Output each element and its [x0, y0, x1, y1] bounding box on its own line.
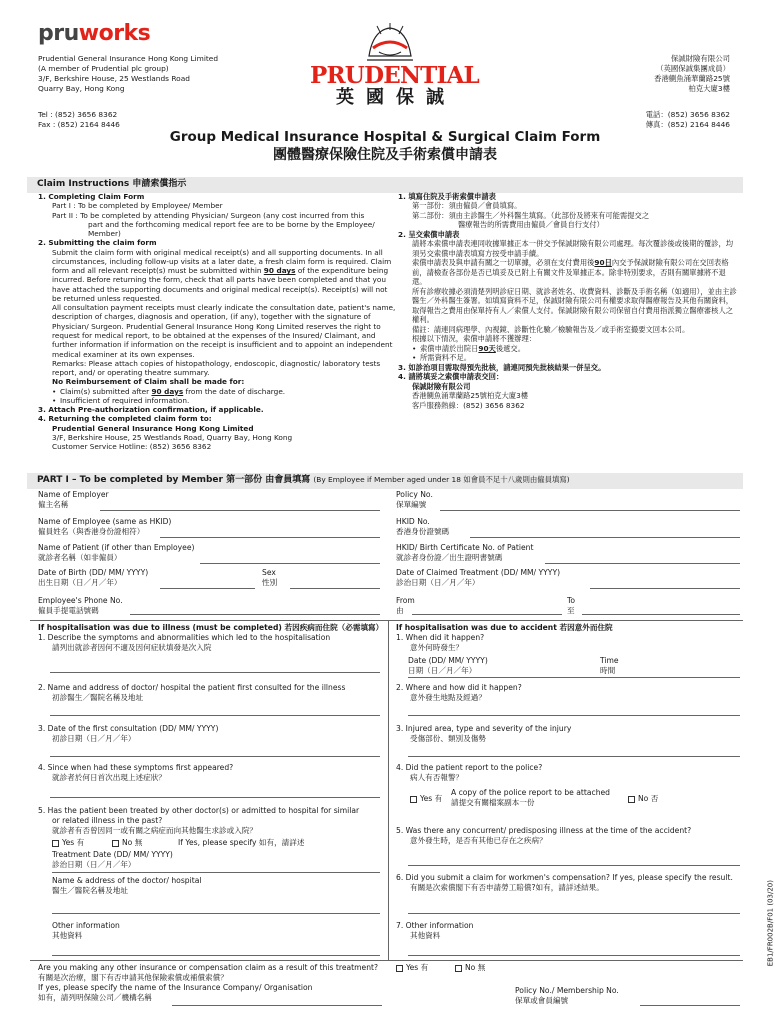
accident-date-field[interactable]	[408, 677, 740, 678]
accident-police-copy: A copy of the police report to be attached 請提交有關檔案副本一份	[451, 788, 611, 807]
employer-name-label: Name of Employer 僱主名稱	[38, 490, 109, 509]
illness-q2: 2. Name and address of doctor/ hospital the patient first consulted for the illness 初診醫生／醫院名稱及地址	[38, 683, 346, 702]
hkid-label: HKID No. 香港身份證號碼	[396, 517, 450, 536]
illness-q4-field[interactable]	[50, 797, 380, 798]
accident-q4: 4. Did the patient report to the police? 病人有否報警？	[396, 763, 543, 782]
accident-time-label: Time 時間	[600, 656, 619, 675]
illness-q1-field[interactable]	[50, 672, 380, 673]
checkbox-icon[interactable]	[410, 796, 417, 803]
other-insurance-no[interactable]: No 無	[455, 963, 485, 973]
column-divider	[388, 620, 389, 960]
accident-header: If hospitalisation was due to accident 若因意外而住院	[396, 623, 613, 632]
company-address-en: Prudential General Insurance Hong Kong Limited (A member of Prudential plc group) 3/F, Berkshire House, 25 Westlands Road Quarry Bay, Hong Kong	[38, 54, 219, 93]
other-insurance-company-field[interactable]	[172, 1005, 382, 1006]
from-label: From 由	[396, 596, 415, 615]
checkbox-icon[interactable]	[628, 796, 635, 803]
accident-q2: 2. Where and how did it happen? 意外發生地點及經過？	[396, 683, 522, 702]
pruworks-logo: pruworks	[38, 21, 151, 46]
checkbox-icon[interactable]	[52, 840, 59, 847]
form-code: EB1/FR002B/F01 (03/20)	[766, 880, 774, 967]
sex-label: Sex 性別	[262, 568, 278, 587]
membership-no-label: Policy No./ Membership No. 保單或會員編號	[515, 986, 619, 1005]
section-divider	[30, 620, 743, 621]
other-insurance-yes[interactable]: Yes 有	[396, 963, 428, 973]
accident-q6-field[interactable]	[408, 913, 740, 914]
accident-q4-no[interactable]: No 否	[628, 794, 658, 804]
to-field[interactable]	[582, 614, 740, 615]
policy-no-field[interactable]	[440, 510, 740, 511]
phone-field[interactable]	[130, 614, 380, 615]
prudential-chinese-name: 英國保誠	[336, 87, 456, 109]
treatment-date-field[interactable]	[590, 588, 740, 589]
prudence-head-icon	[359, 22, 421, 64]
accident-q3: 3. Injured area, type and severity of the injury 受傷部份、類別及傷勢	[396, 724, 572, 743]
from-field[interactable]	[412, 614, 562, 615]
checkbox-icon[interactable]	[396, 965, 403, 972]
accident-q3-field[interactable]	[408, 756, 740, 757]
hkid-field[interactable]	[470, 537, 740, 538]
sex-field[interactable]	[290, 588, 380, 589]
part1-header: PART I – To be completed by Member 第一部份 由會員填寫 (By Employee if Member aged under 18 如會員不足十八歲則由僱員填寫)	[27, 473, 743, 489]
employee-name-label: Name of Employee (same as HKID) 僱員姓名（與香港身份證相符）	[38, 517, 172, 536]
accident-q5: 5. Was there any concurrent/ predisposing illness at the time of the accident? 意外發生時，是否有其他已存在之疾病？	[396, 826, 692, 845]
accident-q4-yes[interactable]: Yes 有	[410, 794, 442, 804]
claim-instructions-en: 1. Completing Claim Form Part I : To be completed by Employee/ Member Part II : To be completed by attending Physician/ Surgeon (any cost incurred from this part and the forthcoming medical report fee are to be borne by the Employee/ Member) 2. Submitting the claim form Submit the claim form with original medical receipt(s) and all supporting documents. In all circumstances, including follow-up visits at a later date, a fresh claim form is required. Claim form and all relevant receipt(s) must be submitted within 90 days of the expenditure being incurred. Before returning the form, check that all parts have been completed and that you have attached the supporting documents and original medical receipt(s). Receipt(s) will not be returned unless requested. All consultation payment receipts must clearly indicate the consultation date, patient's name, description of charges, diagnosis and operation, (if any), together with the signature of Physician/ Surgeon. Prudential General Insurance Hong Kong Limited reserves the right to request for medical report, to be obtained at the expenses of the Insured/ Claimant, and further information if information on the receipt is insufficient and to appoint an independent medical examiner at its own expenses. Remarks: Please attach copies of histopathology, endoscopic, diagnostic/ laboratory tests report, and/ or operating theatre summary. No Reimbursement of Claim shall be made for: • Claim(s) submitted after 90 days from the date of discharge. • Insufficient of required information. 3. Attach Pre-authorization confirmation, if applicable. 4. Returning the completed claim form to: Prudential General Insurance Hong Kong Limited 3/F, Berkshire House, 25 Westlands Road, Quarry Bay, Hong Kong Customer Service Hotline: (852) 3656 8362	[38, 192, 396, 451]
illness-q3-field[interactable]	[50, 756, 380, 757]
patient-name-label: Name of Patient (if other than Employee) 就診者名稱（如非僱員）	[38, 543, 195, 562]
accident-q7-field[interactable]	[408, 955, 740, 956]
dob-field[interactable]	[160, 588, 255, 589]
accident-q7: 7. Other information 其他資料	[396, 921, 474, 940]
accident-q2-field[interactable]	[408, 715, 740, 716]
company-contact-zh: 電話：(852) 3656 8362 傳真：(852) 2164 8446	[645, 110, 730, 129]
patient-name-field[interactable]	[200, 563, 380, 564]
illness-header: If hospitalisation was due to illness (must be completed) 若因疾病而住院（必需填寫）	[38, 623, 384, 632]
membership-no-field[interactable]	[640, 1005, 740, 1006]
employee-name-field[interactable]	[160, 537, 380, 538]
illness-q4: 4. Since when had these symptoms first appeared? 就診者於何日首次出現上述症狀？	[38, 763, 234, 782]
phone-label: Employee's Phone No. 僱員手提電話號碼	[38, 596, 123, 615]
illness-other-field[interactable]	[52, 955, 380, 956]
illness-q5-yes[interactable]: Yes 有	[52, 838, 84, 848]
claim-instructions-header: Claim Instructions 申請索償指示	[27, 177, 743, 193]
footer-divider	[30, 960, 743, 961]
illness-q3: 3. Date of the first consultation (DD/ MM/ YYYY) 初診日期（日／月／年）	[38, 724, 219, 743]
accident-q5-field[interactable]	[408, 865, 740, 866]
company-contact-en: Tel : (852) 3656 8362 Fax : (852) 2164 8446	[38, 110, 120, 129]
patient-hkid-label: HKID/ Birth Certificate No. of Patient 就診者身份證／出生證明書號碼	[396, 543, 534, 562]
accident-date-label: Date (DD/ MM/ YYYY) 日期（日／月／年）	[408, 656, 488, 675]
company-address-zh: 保誠財險有限公司 （英國保誠集團成員） 香港鰂魚涌華蘭路25號 柏克大廈3樓	[654, 54, 730, 93]
illness-q5-date-field[interactable]	[52, 872, 380, 873]
checkbox-icon[interactable]	[455, 965, 462, 972]
illness-q5-date: Treatment Date (DD/ MM/ YYYY) 診治日期（日／月／年）	[52, 850, 173, 869]
claim-instructions-zh: 1. 填寫住院及手術索償申請表 第一部份：須由僱員／會員填寫。 第二部份：須由主診醫生／外科醫生填寫。（此部份及將來有可能需提交之 醫療報告的所需費用由僱員／會員自行支付） 2. 呈交索償申請表 請將本索償申請表連同收據單據正本一併交予保誠財險有限公司處理。每次覆診後或後期的覆診，均須另交索償申請表填寫方按受申請手續。 索償申請表及與申請有關之一切單據，必須在支付費用後90日內交予保誠財險有限公司在交回表格前，請檢查各部份是否已填妥及已附上有關文件及單據正本。除非特別要求，否則有關單據將不退還。 所有診療收據必須清楚列明診症日期、就診者姓名、收費資料、診斷及手術名稱（如適用），並由主診醫生／外科醫生簽署。如填寫資料不足，保誠財險有限公司有權要求取得醫療報告及其他有關資料，取得報告之費用由保單持有人／索償人支付。保誠財險有限公司保留自付費用指派獨立醫療審核人之權利。 備註：請連同病理學、內視鏡、診斷性化驗／檢驗報告及／或手術室撮要文回本公司。 根據以下情況，索償申請將不獲辦理： • 索償申請於出院日90天後遞交。 • 所需資料不足。 3. 如診治項目需取得預先批核，請連同預先批核結果一併呈交。 4. 請將填妥之索償申請表交回： 保誠財險有限公司 香港鰂魚涌華蘭路25號柏克大廈3樓 客戶服務熱線：(852) 3656 8362	[398, 192, 738, 410]
prudential-wordmark: PRUDENTIAL	[310, 62, 479, 89]
illness-q5-doctor: Name & address of the doctor/ hospital 醫生／醫院名稱及地址	[52, 876, 202, 895]
accident-q6: 6. Did you submit a claim for workmen's compensation? If yes, please specify the result. 有關是次索償閣下有否申請勞工賠償?如有，請詳述結果。	[396, 873, 733, 892]
policy-no-label: Policy No. 保單編號	[396, 490, 433, 509]
to-label: To 至	[567, 596, 575, 615]
dob-label: Date of Birth (DD/ MM/ YYYY) 出生日期（日／月／年）	[38, 568, 149, 587]
prudential-logo	[310, 22, 479, 109]
treatment-date-label: Date of Claimed Treatment (DD/ MM/ YYYY) 診治日期（日／月／年）	[396, 568, 561, 587]
illness-other: Other information 其他資料	[52, 921, 120, 940]
illness-q5: 5. Has the patient been treated by other doctor(s) or admitted to hospital for similar or related illness in the past? 就診者有否曾因同一或有關之病症而向其他醫生求診或入院？	[38, 806, 360, 835]
employer-name-field[interactable]	[100, 510, 380, 511]
accident-q1: 1. When did it happen? 意外何時發生？	[396, 633, 485, 652]
checkbox-icon[interactable]	[112, 840, 119, 847]
illness-q1: 1. Describe the symptoms and abnormalities which led to the hospitalisation 請列出就診者因何不適及因何症狀填發是次入院	[38, 633, 331, 652]
form-title: Group Medical Insurance Hospital & Surgical Claim Form 團體醫療保險住院及手術索償申請表	[169, 129, 601, 164]
patient-hkid-field[interactable]	[545, 563, 740, 564]
other-insurance-question: Are you making any other insurance or compensation claim as a result of this treatment? 有關是次治療，閣下有否申請其他保險索償或補償索償？ If yes, please specify the name of the Insurance Company/ Organisation 如有，請列明保險公司／機構名稱	[38, 963, 379, 1002]
illness-q2-field[interactable]	[50, 715, 380, 716]
illness-q5-no[interactable]: No 無	[112, 838, 142, 848]
illness-q5-doctor-field[interactable]	[52, 913, 380, 914]
illness-q5-specify: If Yes, please specify 如有，請詳述	[178, 838, 305, 847]
